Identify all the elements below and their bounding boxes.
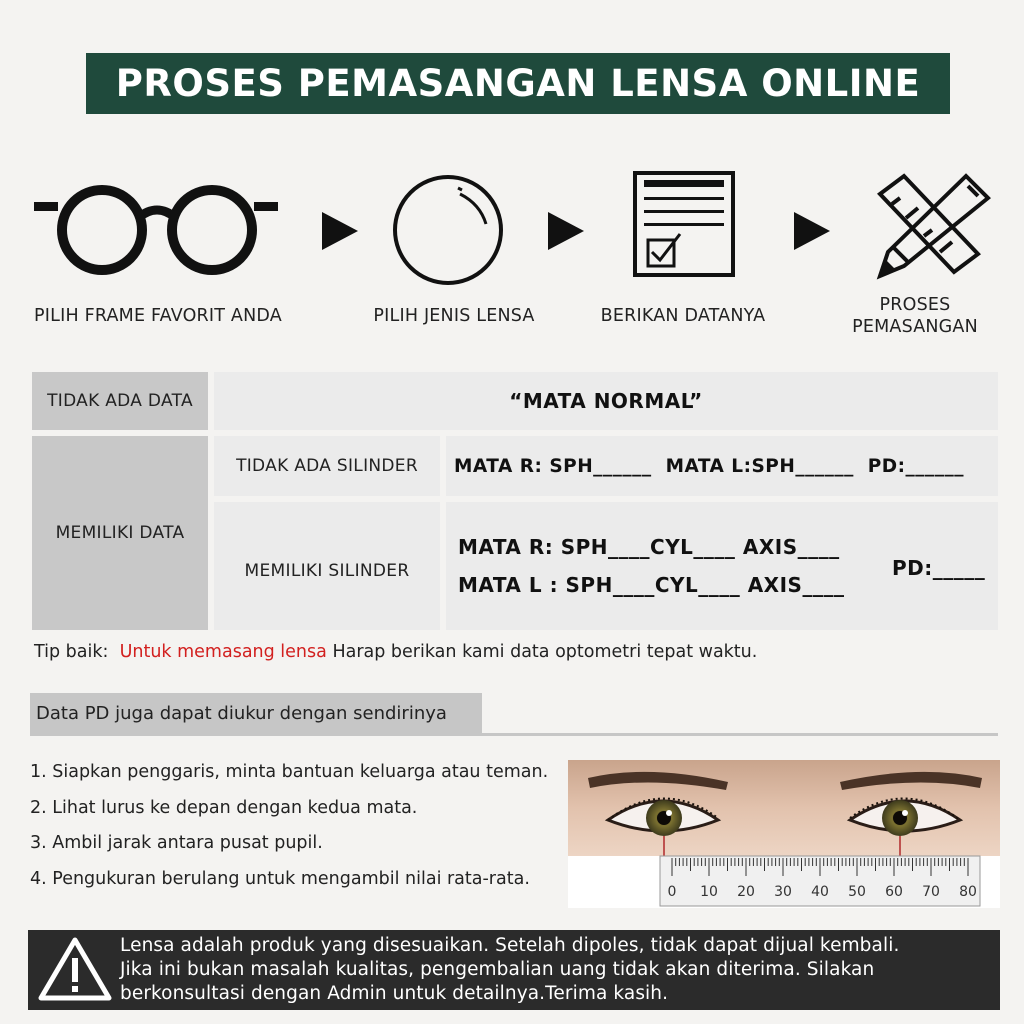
tip-text bbox=[34, 642, 757, 662]
cyl-label-cell bbox=[214, 502, 440, 630]
cyl-left-eye: MATA L : SPH____CYL____ AXIS____ bbox=[458, 573, 845, 597]
arrow-right-icon bbox=[322, 212, 358, 250]
step-label-data: BERIKAN DATANYA bbox=[600, 306, 766, 326]
no-data-label: TIDAK ADA DATA bbox=[47, 391, 193, 411]
warning-banner bbox=[28, 930, 1000, 1010]
no-cyl-value-cell bbox=[446, 436, 998, 496]
step-label-process-line2: PEMASANGAN bbox=[852, 317, 978, 337]
ruler-label: 30 bbox=[774, 884, 792, 900]
no-cyl-label: TIDAK ADA SILINDER bbox=[236, 456, 418, 476]
tip-rest: Harap berikan kami data optometri tepat waktu. bbox=[332, 642, 758, 662]
no-data-value-cell bbox=[214, 372, 998, 430]
step-label-frame: PILIH FRAME FAVORIT ANDA bbox=[34, 306, 282, 326]
normal-eye-value: “MATA NORMAL” bbox=[509, 389, 703, 413]
warning-line-2: Jika ini bukan masalah kualitas, pengembalian uang tidak akan diterima. Silakan bbox=[120, 959, 875, 980]
ruler-label: 20 bbox=[737, 884, 755, 900]
cyl-values bbox=[458, 528, 844, 604]
warning-icon bbox=[38, 936, 112, 1002]
page-title: PROSES PEMASANGAN LENSA ONLINE bbox=[86, 53, 950, 114]
ruler-label: 70 bbox=[922, 884, 940, 900]
pd-section-header: Data PD juga dapat diukur dengan sendirinya bbox=[30, 693, 482, 733]
has-data-label: MEMILIKI DATA bbox=[55, 523, 185, 543]
pd-instructions bbox=[30, 762, 548, 904]
eye-ruler-photo bbox=[568, 760, 1000, 908]
ruler-label: 0 bbox=[667, 884, 677, 900]
list-item: 2. Lihat lurus ke depan dengan kedua mata. bbox=[30, 797, 418, 818]
ruler-label: 40 bbox=[811, 884, 829, 900]
ruler-label: 60 bbox=[885, 884, 903, 900]
arrow-right-icon bbox=[548, 212, 584, 250]
form-checklist-icon bbox=[632, 170, 736, 278]
cyl-label: MEMILIKI SILINDER bbox=[244, 561, 410, 581]
glasses-icon bbox=[32, 180, 280, 275]
tip-highlight: Untuk memasang lensa bbox=[119, 642, 327, 662]
step-label-lens: PILIH JENIS LENSA bbox=[373, 306, 535, 326]
divider bbox=[30, 733, 998, 736]
no-data-label-cell bbox=[32, 372, 208, 430]
step-label-process bbox=[842, 294, 988, 338]
cyl-pd: PD:_____ bbox=[892, 556, 986, 580]
list-item: 4. Pengukuran berulang untuk mengambil nilai rata-rata. bbox=[30, 868, 530, 889]
lens-icon bbox=[390, 172, 506, 288]
arrow-right-icon bbox=[794, 212, 830, 250]
warning-text bbox=[120, 934, 899, 1006]
warning-line-3: berkonsultasi dengan Admin untuk detailnya.Terima kasih. bbox=[120, 983, 669, 1004]
cyl-right-eye: MATA R: SPH____CYL____ AXIS____ bbox=[458, 535, 840, 559]
no-cyl-value: MATA R: SPH______ MATA L:SPH______ PD:______ bbox=[454, 455, 965, 477]
has-data-label-cell bbox=[32, 436, 208, 630]
ruler-label: 10 bbox=[700, 884, 718, 900]
list-item: 1. Siapkan penggaris, minta bantuan keluarga atau teman. bbox=[30, 762, 549, 782]
list-item: 3. Ambil jarak antara pusat pupil. bbox=[30, 833, 323, 853]
warning-line-1: Lensa adalah produk yang disesuaikan. Setelah dipoles, tidak dapat dijual kembali. bbox=[120, 935, 900, 956]
ruler-label: 50 bbox=[848, 884, 866, 900]
pencil-ruler-icon bbox=[866, 168, 992, 284]
cyl-value-cell bbox=[446, 502, 998, 630]
step-label-process-line1: PROSES bbox=[879, 295, 951, 315]
no-cyl-label-cell bbox=[214, 436, 440, 496]
tip-prefix: Tip baik: bbox=[34, 642, 109, 662]
ruler-label: 80 bbox=[959, 884, 977, 900]
